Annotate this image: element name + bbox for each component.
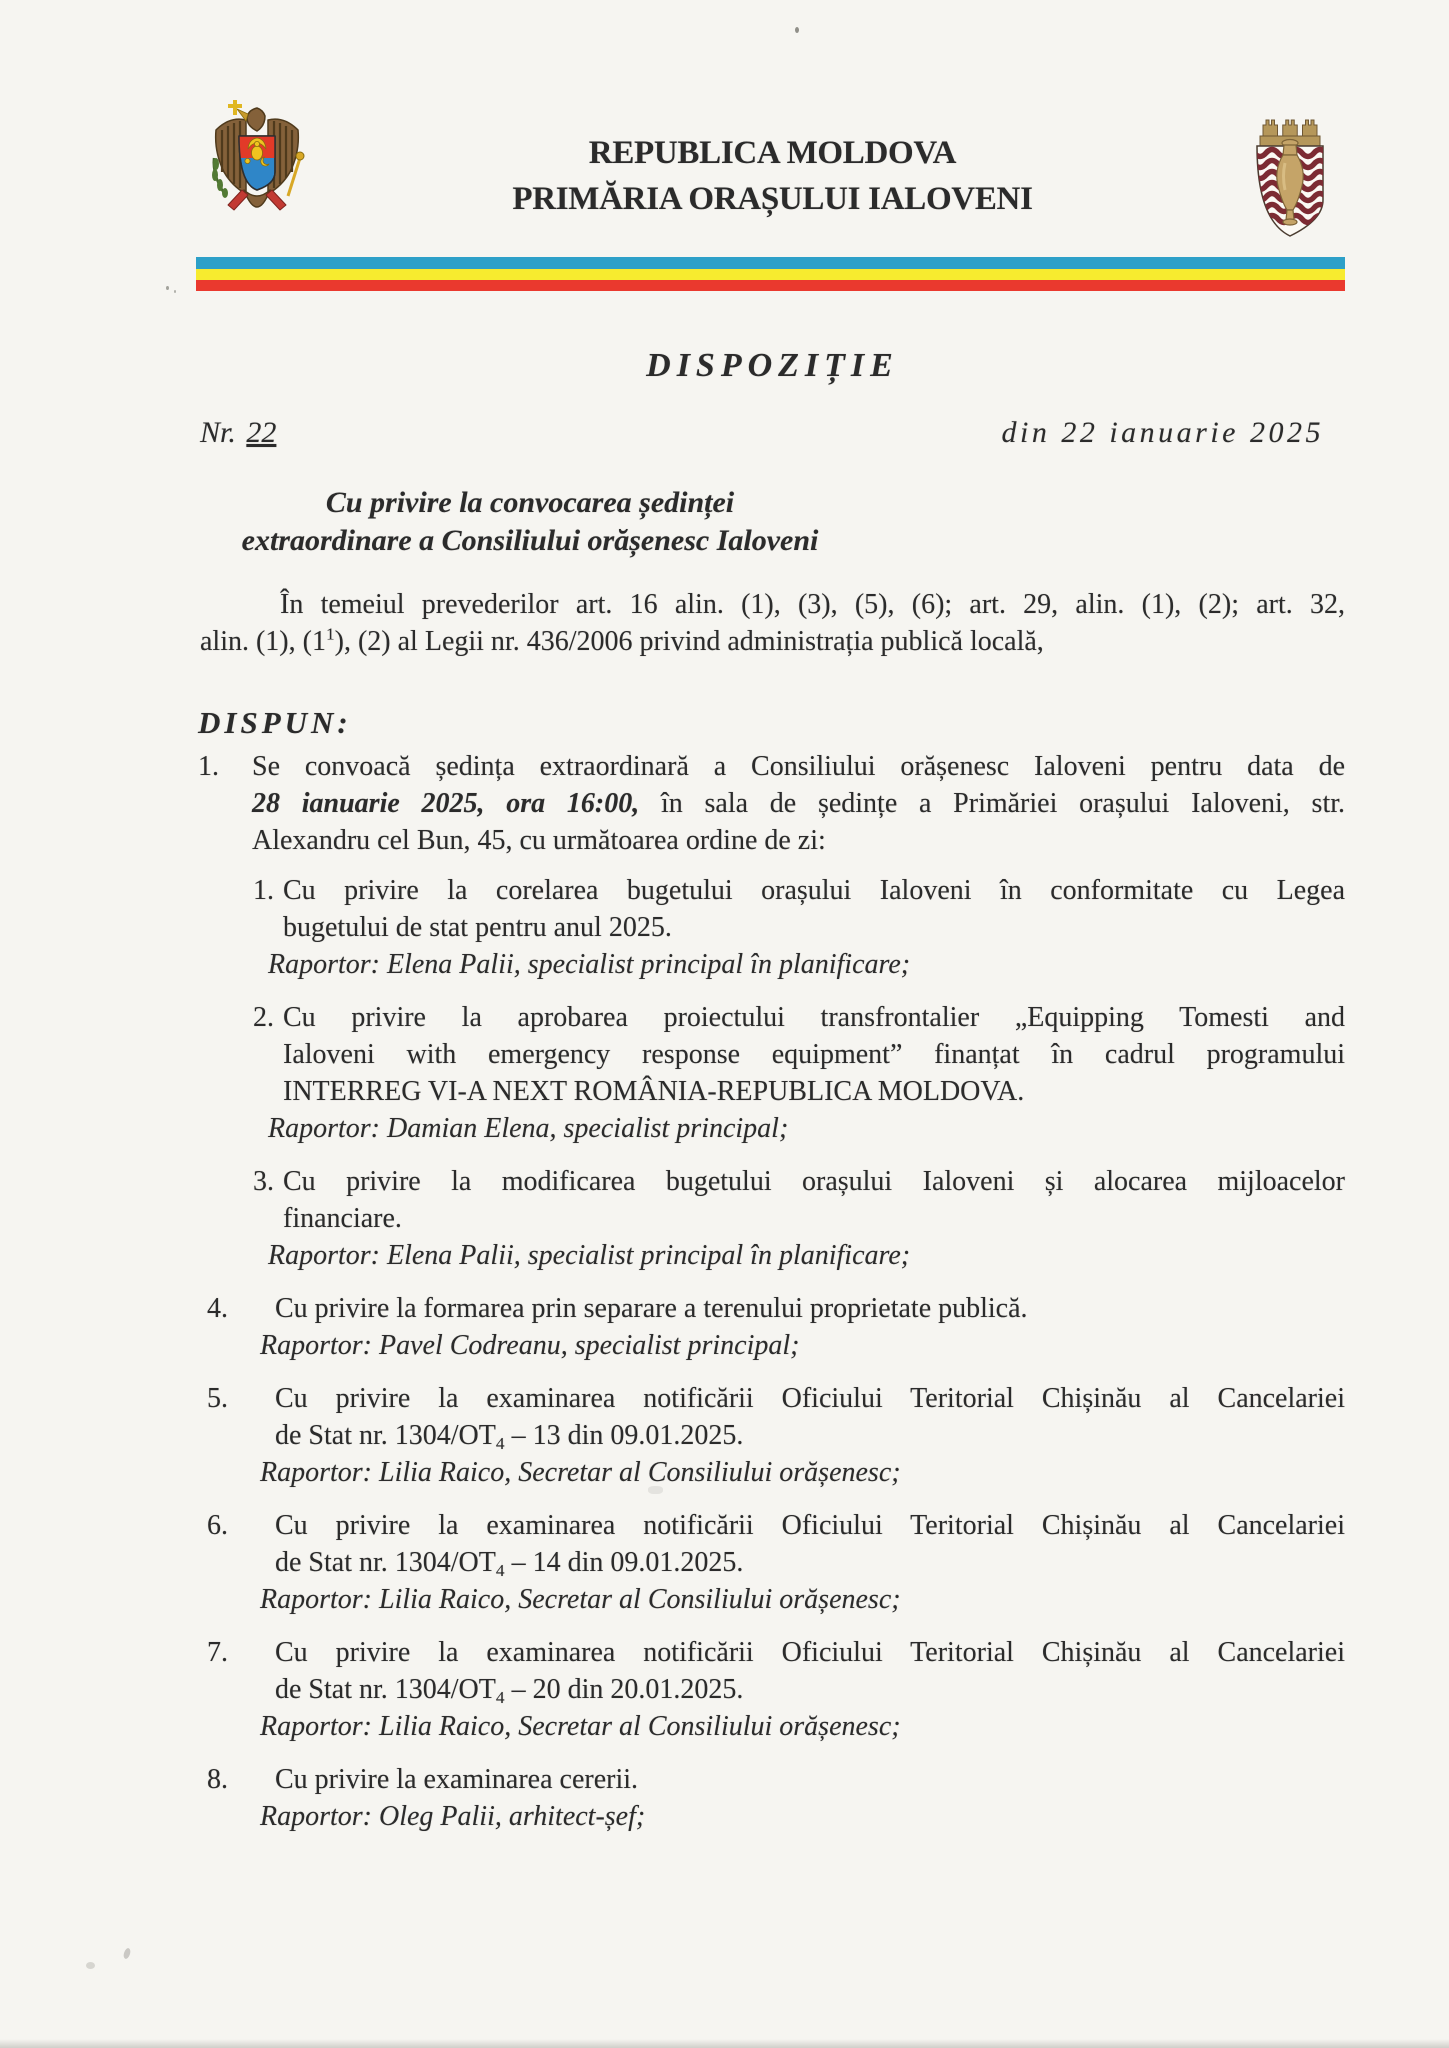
agenda-item-number: 1. [253,875,274,906]
resolution-number: 1. [198,751,219,782]
agenda-item-text: Cu privire la examinarea notificării Oficiului Teritorial Chișinău al Cancelariei [275,1637,1345,1668]
agenda-item-5 [205,1380,1345,1491]
subscript-4: 4 [495,1687,505,1707]
agenda-item-number: 3. [253,1166,274,1197]
agenda-item-6 [205,1507,1345,1618]
raportor-line: Raportor: Lilia Raico, Secretar al Consiliului orășenesc; [260,1584,901,1615]
raportor-line: Raportor: Elena Palii, specialist principal în planificare; [268,949,911,980]
agenda-item-number: 5. [207,1383,228,1414]
agenda-item-text: Ialoveni with emergency response equipment” finanțat în cadrul programului [283,1039,1345,1070]
country-name: REPUBLICA MOLDOVA [588,135,957,171]
subscript-4: 4 [495,1560,505,1580]
document-subject [200,484,860,560]
agenda-item-number: 7. [207,1637,228,1668]
agenda-item-number: 4. [207,1293,228,1324]
scan-speck [166,286,169,290]
institution-name: PRIMĂRIA ORAȘULUI IALOVENI [512,181,1033,217]
legal-preamble [200,586,1345,660]
raportor-line: Raportor: Pavel Codreanu, specialist principal; [260,1330,800,1361]
agenda-item-number: 8. [207,1764,228,1795]
agenda-item-text: INTERREG VI-A NEXT ROMÂNIA-REPUBLICA MOLDOVA. [283,1076,1025,1107]
agenda-item-text: Cu privire la examinarea cererii. [275,1764,639,1795]
scan-speck [122,1947,131,1959]
raportor-line: Raportor: Oleg Palii, arhitect-șef; [260,1801,646,1832]
agenda-item-4 [205,1290,1345,1364]
flag-stripe-blue [196,257,1345,269]
agenda-item-1 [205,872,1345,983]
raportor-line: Raportor: Elena Palii, specialist principal în planificare; [268,1240,911,1271]
agenda-item-reference: de Stat nr. $1304/OT_4 - 13$ din 09.01.2025. [275,1420,744,1453]
resolution-item [198,748,1345,859]
resolution-line-3: Alexandru cel Bun, 45, cu următoarea ordine de zi: [252,825,826,856]
moldova-flag-stripe [196,257,1345,291]
scan-speck [795,27,799,33]
raportor-line: Raportor: Damian Elena, specialist principal; [268,1113,789,1144]
subject-line-2: extraordinare a Consiliului orășenesc Ialoveni [241,524,819,557]
agenda-item-text: financiare. [283,1203,402,1234]
document-title: DISPOZIȚIE [646,347,899,384]
raportor-line: Raportor: Lilia Raico, Secretar al Consiliului orășenesc; [260,1457,901,1488]
document-number: Nr. 22 [200,414,279,452]
agenda-item-text: Cu privire la examinarea notificării Oficiului Teritorial Chișinău al Cancelariei [275,1383,1345,1414]
raportor-line: Raportor: Lilia Raico, Secretar al Consiliului orășenesc; [260,1711,901,1742]
agenda-item-number: 2. [253,1002,274,1033]
subscript-4: 4 [495,1433,505,1453]
superscript-1: 1 [325,624,335,644]
agenda-item-text: Cu privire la examinarea notificării Oficiului Teritorial Chișinău al Cancelariei [275,1510,1345,1541]
agenda-item-text: Cu privire la formarea prin separare a terenului proprietate publică. [275,1293,1028,1324]
document-number-value: 22 [246,416,277,449]
document-header [200,130,1345,222]
agenda-item-number: 6. [207,1510,228,1541]
preamble-line-2: alin. (1), $(1^1)$, (2) al Legii nr. 436/2006 privind administrația publică locală, [200,624,1044,657]
agenda-item-7 [205,1634,1345,1745]
agenda-item-3 [205,1163,1345,1274]
preamble-line-1: În temeiul prevederilor art. 16 alin. (1), (3), (5), (6); art. 29, alin. (1), (2); art. 32, [280,589,1345,620]
subject-line-1: Cu privire la convocarea ședinței [325,486,735,519]
number-date-row [200,414,1324,452]
ialoveni-coat-of-arms-icon [1240,108,1340,240]
agenda-item-text: Cu privire la corelarea bugetului orașului Ialoveni în conformitate cu Legea [283,875,1345,906]
agenda-item-text: Cu privire la aprobarea proiectului transfrontalier „Equipping Tomesti and [283,1002,1345,1033]
agenda-item-reference: de Stat nr. $1304/OT_4 - 14$ din 09.01.2025. [275,1547,744,1580]
agenda-item-reference: de Stat nr. $1304/OT_4 - 20$ din 20.01.2025. [275,1674,744,1707]
agenda-list [205,872,1345,1851]
scan-speck [174,290,176,293]
flag-stripe-red [196,280,1345,291]
agenda-item-2 [205,999,1345,1147]
scan-speck [648,1486,663,1494]
document-date: din 22 ianuarie 2025 [1001,416,1324,449]
resolution-line-1: Se convoacă ședința extraordinară a Consiliului orășenesc Ialoveni pentru data de [252,751,1345,782]
agenda-item-text: bugetului de stat pentru anul 2025. [283,912,672,943]
agenda-item-text: Cu privire la modificarea bugetului orașului Ialoveni și alocarea mijloacelor [283,1166,1345,1197]
agenda-item-8 [205,1761,1345,1835]
dispun-heading: DISPUN: [198,705,352,740]
meeting-datetime: 28 ianuarie 2025, ora 16:00, [252,788,640,819]
flag-stripe-yellow [196,269,1345,280]
resolution-line-2: 28 ianuarie 2025, ora 16:00, în sala de ședințe a Primăriei orașului Ialoveni, str. [252,788,1346,819]
scan-speck [86,1962,95,1969]
